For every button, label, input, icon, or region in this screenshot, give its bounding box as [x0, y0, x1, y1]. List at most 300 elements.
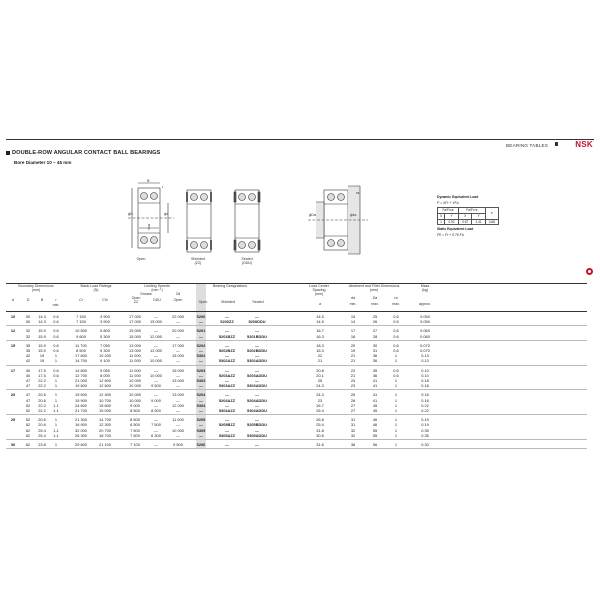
- cell-shield: —: [225, 417, 229, 423]
- table-row: [6, 334, 587, 339]
- col-open-zz: Open ZZ: [131, 296, 141, 305]
- cell-B: 15.9: [38, 347, 46, 353]
- cell-oil: —: [176, 407, 180, 413]
- cell-r: 1.1: [53, 432, 59, 438]
- cell-Cr: 24 600: [75, 402, 87, 408]
- table-row: [6, 442, 587, 447]
- cell-g1: 11 000: [129, 358, 141, 364]
- cell-open: 5200: [196, 314, 206, 319]
- cell-g2: —: [154, 392, 158, 398]
- cell-shield: 5203AZZ: [218, 372, 236, 378]
- col-mass: Mass (kg): [420, 284, 430, 293]
- table-body: [6, 312, 587, 449]
- cell-g1: 13 000: [129, 347, 141, 353]
- brand-text: NSK: [575, 140, 593, 149]
- cell-Da: 46: [372, 422, 378, 428]
- cell-B: 22.2: [38, 383, 46, 389]
- cell-r: 1.1: [53, 407, 59, 413]
- load-head-gt: Fa/Fr>e: [459, 208, 486, 214]
- cell-da: 14: [350, 319, 356, 325]
- cell-r: 1: [54, 397, 58, 403]
- bore-diameter: 10: [10, 314, 16, 319]
- load-val-y1: 0.92: [445, 219, 459, 225]
- bore-group-15: [6, 341, 587, 366]
- cell-open: —: [199, 383, 203, 389]
- cell-da: 15: [350, 314, 356, 319]
- cell-a: 14.5: [316, 319, 324, 325]
- cell-g2: —: [154, 367, 158, 373]
- cell-ra: 0.6: [393, 319, 399, 325]
- cell-Cr: 11 700: [75, 342, 87, 348]
- cell-shield: 5205BZZ: [218, 422, 236, 428]
- cell-open: 5305: [196, 427, 206, 433]
- cell-g2: 8 500: [151, 407, 161, 413]
- cell-da: 22: [350, 367, 356, 373]
- cell-shield: —: [225, 314, 229, 319]
- cell-g2: 15 000: [150, 319, 162, 325]
- cell-a: 26.8: [316, 417, 324, 423]
- cell-C0r: 9 100: [100, 358, 110, 364]
- cell-g2: 9 500: [151, 383, 161, 389]
- cell-g1: 8 500: [130, 422, 140, 428]
- cell-B: 22.2: [38, 377, 46, 383]
- bore-group-10: [6, 312, 587, 326]
- cell-Da: 26: [372, 319, 378, 325]
- cell-oil: —: [176, 372, 180, 378]
- header-separator: [555, 142, 558, 146]
- table-row: [6, 383, 587, 388]
- cell-oil: 9 500: [173, 441, 183, 447]
- cell-Da: 45: [372, 402, 378, 408]
- shielded-bearing-drawing: [184, 188, 214, 254]
- cell-a: 23: [317, 397, 323, 403]
- cell-Cr: 15 900: [75, 397, 87, 403]
- col-r: r: [55, 298, 57, 302]
- cell-oil: 13 000: [172, 377, 184, 383]
- cell-C0r: 10 700: [99, 397, 111, 403]
- cell-da: 32: [350, 427, 356, 433]
- cell-open: —: [199, 333, 203, 339]
- cell-g1: 15 000: [129, 328, 141, 334]
- col-basic-load: Basic Load Ratings (N): [80, 284, 112, 293]
- cell-g2: —: [154, 328, 158, 334]
- da-label: ϕda: [350, 213, 357, 217]
- col-D: D: [26, 298, 30, 302]
- table-row: [6, 319, 587, 324]
- cell-Cr: 14 700: [75, 358, 87, 364]
- cell-Da: 41: [372, 397, 378, 403]
- cell-da: 27: [350, 407, 356, 413]
- col-Cr: Cr: [79, 298, 83, 302]
- cell-ra: 1: [394, 383, 398, 389]
- cell-ra: 1: [394, 353, 398, 359]
- table-row: [6, 358, 587, 363]
- cell-oil: 20 000: [172, 328, 184, 334]
- bore-diameter: 17: [10, 367, 16, 373]
- cell-r: 1: [54, 441, 58, 447]
- cell-Da: 36: [372, 372, 378, 378]
- cell-Cr: 7 150: [76, 314, 86, 319]
- cell-da: 21: [350, 372, 356, 378]
- cell-g1: 8 500: [130, 407, 140, 413]
- load-head-e: e: [485, 208, 498, 220]
- cell-B: 20.6: [38, 422, 46, 428]
- cell-g1: 8 500: [130, 417, 140, 423]
- cell-da: 27: [350, 402, 356, 408]
- cell-shield: 5304AZZ: [218, 407, 236, 413]
- cell-g2: 10 000: [150, 358, 162, 364]
- cell-g2: —: [154, 417, 158, 423]
- cell-r: 1: [54, 377, 58, 383]
- dynamic-load-formula: P = XFr + YFa: [437, 201, 459, 205]
- cell-seal: —: [255, 328, 259, 334]
- cell-da: 31: [350, 417, 356, 423]
- cell-Cr: 19 600: [75, 383, 87, 389]
- cell-oil: —: [176, 319, 180, 325]
- cell-D: 42: [25, 358, 31, 364]
- static-load-formula: P0 = Fr + 0.76 Fa: [437, 233, 464, 238]
- cell-Da: 30: [372, 342, 378, 348]
- cell-C0r: 8 000: [100, 372, 110, 378]
- cell-C0r: 15 600: [99, 402, 111, 408]
- cell-ra: 0.6: [393, 314, 399, 319]
- cell-D: 62: [25, 441, 31, 447]
- cell-g1: 17 000: [129, 314, 141, 319]
- cell-B: 20.6: [38, 392, 46, 398]
- cell-shield: —: [225, 377, 229, 383]
- cell-shield: —: [225, 342, 229, 348]
- table-header: [6, 283, 587, 312]
- col-abutment: Abutment and Fillet Dimensions (mm): [348, 284, 400, 293]
- bore-diameter: 25: [10, 417, 16, 423]
- cell-C0r: 10 200: [99, 353, 111, 359]
- open-bearing-drawing: [128, 178, 174, 258]
- cell-oil: —: [176, 333, 180, 339]
- cell-r: 1: [54, 383, 58, 389]
- cell-g1: 13 000: [129, 342, 141, 348]
- cell-a: 24.3: [316, 392, 324, 398]
- bore-diameter: 30: [10, 441, 16, 447]
- cell-ra: 1: [394, 402, 398, 408]
- cell-m: 0.060: [420, 328, 430, 334]
- cell-ra: 1: [394, 392, 398, 398]
- sealed-caption: Sealed (DDU): [241, 257, 253, 266]
- sealed-bearing-drawing: [232, 188, 262, 254]
- cell-Da: 55: [372, 427, 378, 433]
- cell-g2: —: [154, 377, 158, 383]
- dim-r-label: r: [162, 185, 164, 189]
- cell-m: 0.050: [420, 314, 430, 319]
- cell-m: 0.22: [421, 407, 429, 413]
- cell-seal: —: [255, 377, 259, 383]
- cell-seal: —: [255, 402, 259, 408]
- cell-g2: 12 000: [150, 333, 162, 339]
- cell-g1: 10 000: [129, 377, 141, 383]
- bore-diameter: 12: [10, 328, 16, 334]
- cell-g2: —: [154, 402, 158, 408]
- cell-shield: 5202BZZ: [218, 347, 236, 353]
- cell-da: 20: [350, 342, 356, 348]
- cell-C0r: 3 900: [100, 319, 110, 325]
- cell-seal: 5205BDDU: [247, 422, 267, 428]
- cell-g1: 17 000: [129, 319, 141, 325]
- cell-g1: 11 000: [129, 372, 141, 378]
- cell-B: 15.9: [38, 342, 46, 348]
- cell-g1: 11 000: [129, 353, 141, 359]
- cell-C0r: 7 050: [100, 342, 110, 348]
- cell-Cr: 29 600: [75, 441, 87, 447]
- cell-Cr: 14 600: [75, 367, 87, 373]
- cell-r: 1: [54, 392, 58, 398]
- bore-subtitle: Bore Diameter 10 – 45 mm: [14, 160, 72, 165]
- cell-Cr: 21 300: [75, 417, 87, 423]
- col-oil: Oil: [175, 292, 181, 296]
- cell-ra: 1: [394, 397, 398, 403]
- cell-Da: 25: [372, 314, 378, 319]
- cell-a: 16.3: [316, 333, 324, 339]
- cell-da: 26: [350, 397, 356, 403]
- cell-B: 23.8: [38, 441, 46, 447]
- cell-a: 31.6: [316, 441, 324, 447]
- cell-Da: 41: [372, 377, 378, 383]
- cell-r: 1: [54, 353, 58, 359]
- cell-open: —: [199, 397, 203, 403]
- cell-oil: 15 000: [172, 367, 184, 373]
- cell-B: 20.6: [38, 417, 46, 423]
- bore-diameter: 15: [10, 342, 16, 348]
- cell-Da: 41: [372, 383, 378, 389]
- cell-B: 14.3: [38, 319, 46, 325]
- cell-seal: 5203ADDU: [247, 372, 267, 378]
- cell-Cr: 9 600: [76, 333, 86, 339]
- cell-C0r: 9 050: [100, 367, 110, 373]
- dim-d-label: ϕd: [164, 212, 169, 216]
- cell-D: 47: [25, 397, 31, 403]
- cell-a: 31.8: [316, 427, 324, 433]
- cell-B: 22.2: [38, 407, 46, 413]
- cell-shield: —: [225, 427, 229, 433]
- cell-C0r: 15 000: [99, 407, 111, 413]
- cell-da: 31: [350, 422, 356, 428]
- col-grease: Grease: [140, 292, 152, 296]
- cell-Da: 27: [372, 328, 378, 334]
- load-val-y2: 1.41: [472, 219, 485, 225]
- cell-ra: 1: [394, 432, 398, 438]
- bore-group-30: [6, 440, 587, 449]
- cell-r: 1: [54, 358, 58, 364]
- cell-open: 5201: [196, 328, 206, 334]
- cell-da: 21: [350, 353, 356, 359]
- cell-r: 1: [54, 417, 58, 423]
- cell-oil: 10 000: [172, 427, 184, 433]
- cell-D: 52: [25, 417, 31, 423]
- cell-m: 0.35: [421, 427, 429, 433]
- cell-a: 26.7: [316, 402, 324, 408]
- cell-g2: —: [154, 314, 158, 319]
- shielded-caption: Shielded (ZZ): [191, 257, 205, 266]
- cell-seal: —: [255, 342, 259, 348]
- cell-g2: 7 500: [151, 422, 161, 428]
- cell-C0r: 12 600: [99, 383, 111, 389]
- cell-m: 0.13: [421, 358, 429, 364]
- col-ra-max: max.: [392, 302, 400, 306]
- cell-g1: 7 500: [130, 427, 140, 433]
- cell-Da: 36: [372, 358, 378, 364]
- cell-oil: —: [176, 358, 180, 364]
- cell-Da: 41: [372, 392, 378, 398]
- cell-ra: 1: [394, 427, 398, 433]
- cell-open: 5202: [196, 342, 206, 348]
- cell-B: 17.5: [38, 367, 46, 373]
- cell-m: 0.19: [421, 422, 429, 428]
- cell-a: 14.5: [316, 314, 324, 319]
- col-oil-open: Open: [173, 298, 183, 302]
- cell-open: —: [199, 432, 203, 438]
- col-ddu: DDU: [153, 298, 161, 302]
- cell-seal: 5305ADDU: [247, 432, 267, 438]
- dim-D-label: ϕD: [128, 212, 133, 216]
- cell-B: 19: [39, 353, 45, 359]
- cell-m: 0.060: [420, 333, 430, 339]
- cell-r: 0.6: [53, 319, 59, 325]
- cell-B: 25.4: [38, 427, 46, 433]
- load-val-x1: 1: [438, 219, 445, 225]
- cell-seal: —: [255, 417, 259, 423]
- col-r-min: min.: [52, 303, 60, 307]
- cell-oil: 11 000: [172, 417, 184, 423]
- cell-C0r: 5 800: [100, 328, 110, 334]
- cell-D: 35: [25, 342, 31, 348]
- cell-r: 1: [54, 422, 58, 428]
- cell-open: —: [199, 319, 203, 325]
- cell-m: 0.18: [421, 383, 429, 389]
- cell-open: 5303: [196, 377, 206, 383]
- cell-seal: 5204ADDU: [247, 397, 267, 403]
- cell-D: 40: [25, 372, 31, 378]
- cell-g2: —: [154, 342, 158, 348]
- cell-da: 26: [350, 392, 356, 398]
- cell-open: —: [199, 372, 203, 378]
- load-sub-x2: X: [459, 213, 472, 219]
- cell-g1: 10 000: [129, 397, 141, 403]
- cell-g2: 6 300: [151, 432, 161, 438]
- cell-a: 22: [317, 353, 323, 359]
- cell-Da: 31: [372, 347, 378, 353]
- cell-open: —: [199, 407, 203, 413]
- cell-seal: 5304ADDU: [247, 407, 267, 413]
- page-title: [6, 150, 160, 156]
- cell-oil: 12 000: [172, 402, 184, 408]
- cell-da: 23: [350, 377, 356, 383]
- cell-D: 35: [25, 347, 31, 353]
- col-a: a: [319, 302, 321, 306]
- cell-Cr: 21 700: [75, 407, 87, 413]
- cell-m: 0.13: [421, 353, 429, 359]
- brand-logo: [575, 140, 593, 149]
- cell-da: 32: [350, 432, 356, 438]
- title-text: DOUBLE-ROW ANGULAR CONTACT BALL BEARINGS: [12, 150, 161, 156]
- col-da: da: [351, 296, 355, 300]
- cell-seal: 5201BDDU: [247, 333, 267, 339]
- cell-a: 24.3: [316, 383, 324, 389]
- cell-Cr: 7 150: [76, 319, 86, 325]
- cell-Cr: 8 500: [76, 347, 86, 353]
- cell-D: 40: [25, 367, 31, 373]
- cell-g1: 11 000: [129, 367, 141, 373]
- cell-m: 0.070: [420, 347, 430, 353]
- dim-B-label: B: [147, 179, 150, 183]
- cell-m: 0.35: [421, 432, 429, 438]
- cell-a: 30.5: [316, 432, 324, 438]
- cell-Cr: 21 000: [75, 377, 87, 383]
- cell-g2: 10 000: [150, 372, 162, 378]
- cell-oil: 15 000: [172, 353, 184, 359]
- col-C0r: C0r: [102, 298, 108, 302]
- cell-r: 0.6: [53, 333, 59, 339]
- bore-group-12: [6, 326, 587, 340]
- cell-r: 0.6: [53, 342, 59, 348]
- Da-label: ϕDa: [309, 213, 316, 217]
- cell-g1: 7 100: [130, 441, 140, 447]
- cell-C0r: 20 700: [99, 427, 111, 433]
- cell-seal: 5303ADDU: [247, 383, 267, 389]
- col-approx: approx.: [419, 302, 431, 306]
- cell-ra: 1: [394, 441, 398, 447]
- col-ra: ra: [394, 296, 398, 300]
- bore-group-20: [6, 390, 587, 415]
- load-sub-y1: Y: [445, 213, 459, 219]
- cell-Da: 45: [372, 407, 378, 413]
- cell-r: 0.6: [53, 314, 59, 319]
- cell-open: 5304: [196, 402, 206, 408]
- cell-D: 47: [25, 383, 31, 389]
- col-B: B: [40, 298, 44, 302]
- cell-B: 14.3: [38, 314, 46, 319]
- cell-ra: 1: [394, 422, 398, 428]
- cell-oil: 22 000: [172, 314, 184, 319]
- cell-ra: 0.6: [393, 367, 399, 373]
- cell-open: 5204: [196, 392, 206, 398]
- cell-ra: 0.6: [393, 328, 399, 334]
- cell-seal: —: [255, 441, 259, 447]
- cell-r: 0.6: [53, 328, 59, 334]
- cell-ra: 0.6: [393, 347, 399, 353]
- catalog-tab-marker-icon: [586, 268, 593, 275]
- cell-D: 32: [25, 328, 31, 334]
- cell-B: 17.5: [38, 372, 46, 378]
- cell-oil: —: [176, 347, 180, 353]
- cell-g1: 9 000: [130, 402, 140, 408]
- cell-r: 1.1: [53, 402, 59, 408]
- col-designations: Bearing Designations: [212, 284, 248, 288]
- cell-m: 0.19: [421, 417, 429, 423]
- cell-g2: —: [154, 427, 158, 433]
- cell-da: 17: [350, 328, 356, 334]
- cell-shield: 5204AZZ: [218, 397, 236, 403]
- cell-D: 47: [25, 377, 31, 383]
- col-des-open: Open: [198, 300, 208, 304]
- cell-r: 0.6: [53, 367, 59, 373]
- cell-m: 0.070: [420, 342, 430, 348]
- bearing-table: [6, 283, 587, 449]
- cell-a: 18.3: [316, 342, 324, 348]
- cell-open: 5205: [196, 417, 206, 423]
- cell-da: 23: [350, 383, 356, 389]
- dynamic-load-heading: Dynamic Equivalent Load: [437, 195, 479, 199]
- col-Da-max: max.: [371, 302, 379, 306]
- cell-C0r: 3 900: [100, 314, 110, 319]
- cell-ra: 0.6: [393, 372, 399, 378]
